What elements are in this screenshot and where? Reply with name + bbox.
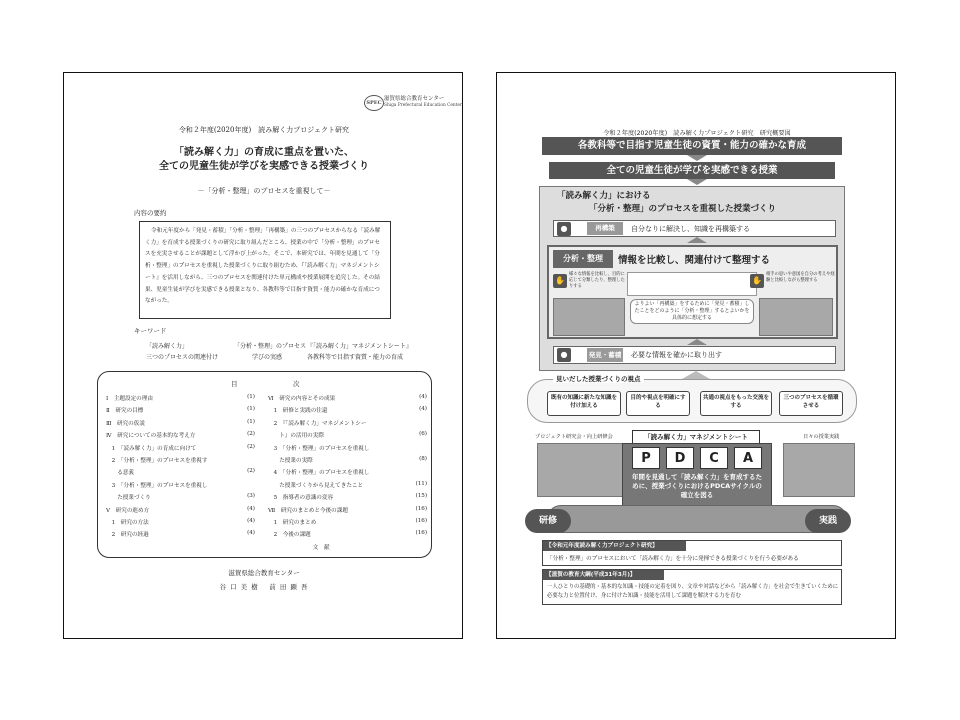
pdca-d: D [666,447,694,469]
classroom-photo [553,298,625,336]
lesson-banner: 全ての児童生徒が学びを実感できる授業 [549,162,835,179]
title-line-1: 「読み解く力」の育成に重点を置いた、 [174,147,354,158]
toc-heading-1: 目 [231,380,238,388]
keyword: 「分析・整理」のプロセス [234,343,307,350]
diagram-header: 令和２年度(2020年度) 読み解く力プロジェクト研究 研究概要図 [603,130,791,137]
toc-entry: Ⅵ 研究の内容とその成果 [268,396,336,402]
classroom-photo [759,298,833,336]
faces-illustration [627,272,757,296]
author-names: 谷 口 美 樹 前 田 顕 吾 [219,583,309,591]
analyze-text: 情報を比較し、関連付けて整理する [618,255,771,266]
center-note: よりよい「再構築」をするために「発見・蓄積」したことをどのように「分析・整理」するとよいかを具体的に想定する [630,299,754,324]
keyword: 学びの実感 [252,354,283,361]
toc-page-number: (16) [415,530,427,537]
toc-page-number: (1) [247,394,255,400]
toc-page-number: (16) [415,505,427,512]
toc-entry: 2 研究の経過 [106,532,149,539]
pdca-a: A [734,447,762,469]
toc-entry: 文 献 [268,544,330,551]
toc-entry: 2 今後の課題 [268,532,311,539]
shiga-outline-text: 一人ひとりの基礎的・基本的な知識・技能の定着を図り、文章や対話などから「読み解く力」を社会で生きていくために必要な力と位置付け、身に付けた知識・技能を活用して課題を解決する力を育む [547,584,839,599]
logo-english: Shiga Prefectural Education Center [384,103,463,108]
search-person-icon: ● [557,348,571,362]
section-title-1: 「読み解く力」における [557,191,651,201]
keyword: 「読み解く力」 [146,343,189,350]
cycle-arrow [547,505,847,533]
viewpoint-2: 目的や視点を明確にする [626,391,690,416]
daily-practice-label: 日々の授業実践 [803,434,840,440]
training-label: 研修 [525,509,571,533]
arrow-icon [687,179,707,185]
summary-label: 内容の要約 [134,209,167,217]
toc-entry: 3 「分析・整理」のプロセスを重視し [268,445,370,452]
toc-entry: 1 「読み解く力」の育成に向けて [106,445,197,452]
section-title-2: 「分析・整理」のプロセスを重視した授業づくり [589,204,777,214]
arrow-icon [687,155,707,161]
toc-page-number: (8) [419,456,427,462]
pdca-text: 年間を見通して「読み解く力」を育成するために、授業づくりにおけるPDCAサイクルの確立を図る [632,473,762,499]
institution-name: 滋賀県総合教育センター [228,569,300,577]
toc-page-number: (2) [247,468,255,475]
toc-page-number: (1) [247,418,255,425]
shiga-outline-label: 【滋賀の教育大綱(平成31年3月)】 [543,570,664,580]
viewpoint-1: 既有の知識に新たな知識を付け加える [547,391,621,416]
toc-page-number: (2) [247,431,255,438]
logo-title: 滋賀県総合教育センター [384,96,445,102]
keyword: 各教科等で目指す資質・能力の育成 [307,354,404,361]
toc-entry: Ⅳ 研究についての基本的な考え方 [106,433,196,440]
arrow-icon [687,339,707,345]
toc-page-number: (4) [247,505,255,512]
lesson-photo [783,443,855,497]
hands-icon: ✋ [553,274,567,288]
toc-heading-2: 次 [293,380,300,388]
toc-page-number: (4) [247,518,255,524]
toc-page-number: (4) [247,530,255,537]
practice-label: 実践 [805,509,851,533]
toc-entry: Ⅲ 研究の仮説 [106,420,145,427]
discover-text: 必要な情報を確かに取り出す [631,351,722,359]
summary-page [63,72,463,639]
reconstruct-text: 自分なりに解決し、知識を再構築する [631,225,750,233]
toc-entry: Ⅱ 研究の目標 [106,408,144,415]
discover-label: 発見・蓄積 [587,348,623,362]
viewpoint-4: 三つのプロセスを循環させる [779,391,843,416]
toc-entry: 4 「分析・整理」のプロセスを重視し [268,470,370,477]
keyword: 三つのプロセスの関連付け [146,354,219,361]
analyze-note-left: 様々な情報を比較し、目的に応じて分類したり、整理したりする [569,272,625,289]
research-subtitle: －「分析・整理」のプロセスを重視して－ [197,187,331,195]
toc-entry: 3 「分析・整理」のプロセスを重視し [106,482,208,489]
analyze-note-right: 相手の思いや意図を自分の考えや経験と比較しながら整理する [766,272,835,283]
title-line-2: 全ての児童生徒が学びを実感できる授業づくり [159,161,369,172]
toc-page-number: (16) [415,518,427,524]
research-title [64,146,463,174]
toc-page-number: (2) [247,443,255,450]
overview-diagram-page [496,72,896,639]
toc-page-number: (3) [247,493,255,500]
toc-entry: ト』の活用の実際 [268,433,324,440]
toc-page-number: (15) [415,493,427,500]
hands-icon: ✋ [750,274,764,288]
toc-entry: 1 研究の方法 [106,520,149,526]
toc-entry: Ⅴ 研究の進め方 [106,507,150,514]
toc-page-number: (6) [419,431,427,438]
toc-page-number: (1) [247,406,255,413]
summary-box: 令和元年度から「発見・蓄積」「分析・整理」「再構築」の三つのプロセスからなる「読み解く力」を育成する授業づくりの研究に取り組んだところ、授業の中で「分析・整理」のプロセスを充実させることが課題として浮かび上がった。そこで、本研究では、年間を見通して「分析・整理」のプロセスを重視した授業づくりに取り組むため、『「読み解く力」マネジメントシート』を活用しながら、三つのプロセスを関連付けた単元構成や授業展開を追究した。その結果、児童生徒が学びを実感できる授業となり、各教科等で目指す資質・能力の確かな育成につながった。 [139,221,391,319]
arrow-icon [682,371,710,379]
toc-entry: た授業の実際 [268,458,313,464]
project-meeting-label: プロジェクト研究会・向上研修会 [535,434,613,440]
management-sheet-label: 「読み解く力」マネジメントシート [632,430,760,444]
toc-page-number: (11) [415,480,427,487]
toc-entry: 1 研修と実践の往還 [268,408,328,415]
toc-entry: た授業づくりから見えてきたこと [268,482,364,489]
goal-banner: 各教科等で目指す児童生徒の資質・能力の確かな育成 [542,137,842,155]
toc-entry: 2 『「読み解く力」マネジメントシー [268,420,367,427]
pdca-c: C [700,447,728,469]
prior-research-text: 「分析・整理」のプロセスにおいて「読み解く力」を十分に発揮できる授業づくりを行う必要がある [547,556,799,562]
viewpoint-label: 見いだした授業づくりの視点 [553,374,644,383]
toc-entry: る意義 [106,470,134,477]
logo-mark: SPEC [364,95,384,111]
prior-research-label: 【令和元年度読み解く力プロジェクト研究】 [543,541,686,551]
toc-entry: 2 「分析・整理」のプロセスを重視す [106,458,208,464]
project-year: 令和２年度(2020年度) 読み解く力プロジェクト研究 [178,126,350,134]
reconstruct-label: 再構築 [587,222,623,235]
toc-entry: Ⅶ 研究のまとめと今後の課題 [268,507,348,514]
viewpoint-3: 共通の視点をもった交流をする [700,391,772,416]
toc-entry: 1 研究のまとめ [268,520,317,526]
meeting-photo [537,443,623,497]
center-logo [364,93,463,113]
table-of-contents [97,371,432,558]
keyword: 『「読み解く力」マネジメントシート』 [307,343,412,350]
analyze-label: 分析・整理 [553,250,613,268]
pdca-p: P [632,447,660,469]
toc-page-number: (4) [419,406,427,413]
toc-entry: 5 指導者の意識の変容 [268,495,334,502]
arrow-icon [687,237,707,243]
toc-entry: た授業づくり [106,495,151,502]
toc-page-number: (4) [419,394,427,400]
keyword-label: キーワード [134,327,167,335]
thinking-person-icon: ● [557,222,571,236]
toc-entry: Ⅰ 主題設定の理由 [106,396,153,402]
